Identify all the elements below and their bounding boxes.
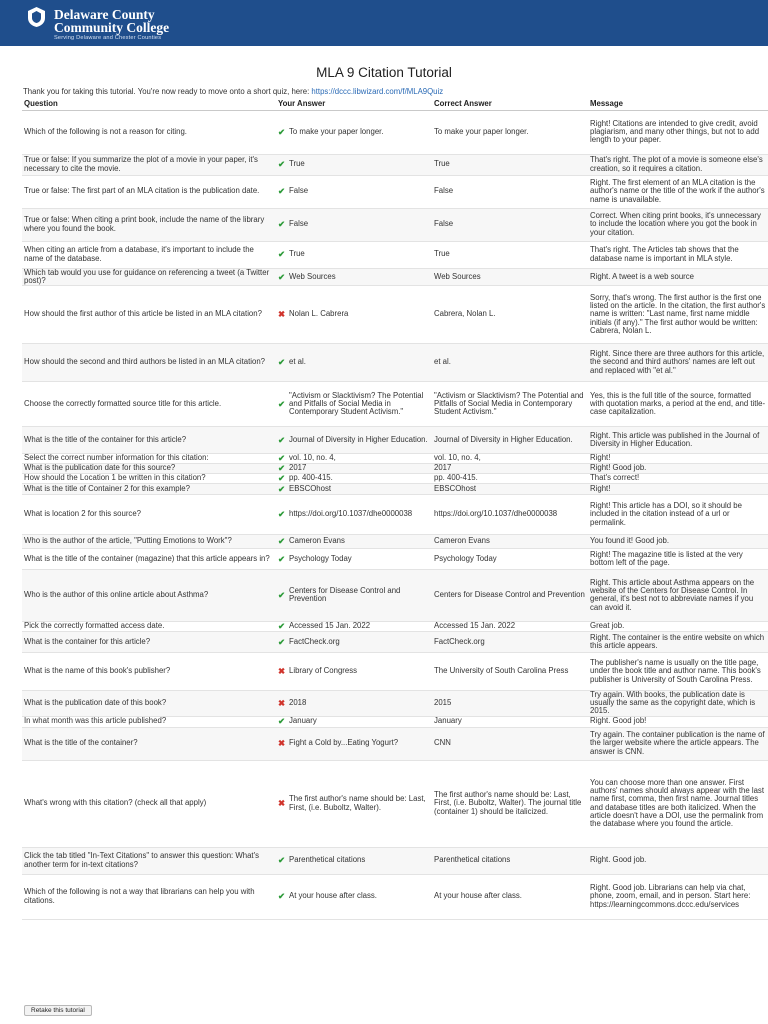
answer-wrapper: [278, 454, 430, 462]
table-row: [22, 652, 768, 690]
your-answer-cell: [276, 208, 432, 241]
intro-message: Thank you for taking this tutorial. You're now ready to move onto a short quiz, here:: [23, 87, 312, 96]
results-table: [22, 99, 768, 920]
message-cell: Right. The container is the entire website on which this article appears.: [588, 631, 768, 652]
check-icon: ✔: [278, 473, 286, 484]
correct-answer-cell: Cameron Evans: [432, 534, 588, 548]
your-answer-text: Psychology Today: [289, 553, 352, 563]
your-answer-text: True: [289, 249, 305, 259]
your-answer-cell: [276, 285, 432, 343]
check-icon: ✔: [278, 463, 286, 474]
table-row: [22, 453, 768, 463]
table-row: [22, 241, 768, 268]
your-answer-text: Centers for Disease Control and Prevention: [289, 586, 401, 604]
table-row: [22, 548, 768, 569]
check-icon: ✔: [278, 553, 286, 564]
your-answer-cell: [276, 473, 432, 483]
your-answer-text: January: [289, 716, 317, 726]
question-cell: What is the title of the container for this article?: [22, 426, 276, 453]
correct-answer-cell: Journal of Diversity in Higher Education.: [432, 426, 588, 453]
your-answer-cell: [276, 534, 432, 548]
question-cell: What is the title of the container?: [22, 727, 276, 760]
your-answer-cell: [276, 727, 432, 760]
site-header: [0, 0, 768, 46]
table-row: [22, 208, 768, 241]
check-icon: ✔: [278, 509, 286, 520]
correct-answer-cell: January: [432, 716, 588, 727]
correct-answer-cell: True: [432, 241, 588, 268]
message-cell: Right. This article about Asthma appears on the website of the Centers for Disease Control. In general, it's best not to abbreviate names if you can avoid it.: [588, 569, 768, 621]
college-name-line-1: Delaware County: [54, 7, 155, 22]
answer-wrapper: [278, 310, 430, 318]
question-cell: Who is the author of the article, "Putting Emotions to Work"?: [22, 534, 276, 548]
correct-answer-cell: False: [432, 208, 588, 241]
your-answer-cell: [276, 268, 432, 285]
correct-answer-cell: To make your paper longer.: [432, 110, 588, 154]
x-icon: ✖: [278, 798, 286, 809]
answer-wrapper: [278, 555, 430, 563]
check-icon: ✔: [278, 126, 286, 137]
table-row: [22, 760, 768, 847]
question-cell: Which tab would you use for guidance on referencing a tweet (a Twitter post)?: [22, 268, 276, 285]
answer-wrapper: [278, 273, 430, 281]
college-name-line-2: Community College: [54, 20, 170, 35]
question-cell: How should the Location 1 be written in this citation?: [22, 473, 276, 483]
answer-wrapper: [278, 717, 430, 725]
question-cell: Choose the correctly formatted source title for this article.: [22, 381, 276, 426]
answer-wrapper: [278, 485, 430, 493]
correct-answer-cell: CNN: [432, 727, 588, 760]
table-row: [22, 690, 768, 716]
table-row: [22, 463, 768, 473]
check-icon: ✔: [278, 159, 286, 170]
your-answer-cell: [276, 483, 432, 494]
your-answer-cell: [276, 426, 432, 453]
table-row: [22, 473, 768, 483]
answer-wrapper: [278, 537, 430, 545]
answer-wrapper: [278, 699, 430, 707]
correct-answer-cell: pp. 400-415.: [432, 473, 588, 483]
your-answer-text: https://doi.org/10.1037/dhe0000038: [289, 509, 413, 519]
question-cell: True or false: The first part of an MLA citation is the publication date.: [22, 175, 276, 208]
x-icon: ✖: [278, 666, 286, 677]
message-cell: Right! Citations are intended to give credit, avoid plagiarism, and many other things, but not to add length to your paper.: [588, 110, 768, 154]
answer-wrapper: [278, 187, 430, 195]
question-cell: What is the publication date of this book?: [22, 690, 276, 716]
your-answer-cell: [276, 652, 432, 690]
message-cell: Right. Good job.: [588, 847, 768, 874]
your-answer-cell: [276, 716, 432, 727]
table-row: [22, 847, 768, 874]
your-answer-text: 2017: [289, 463, 307, 473]
check-icon: ✔: [278, 434, 286, 445]
check-icon: ✔: [278, 271, 286, 282]
correct-answer-cell: The University of South Carolina Press: [432, 652, 588, 690]
x-icon: ✖: [278, 738, 286, 749]
your-answer-cell: [276, 569, 432, 621]
question-cell: True or false: When citing a print book, include the name of the library where you found the book.: [22, 208, 276, 241]
check-icon: ✔: [278, 590, 286, 601]
column-header-question: Question: [22, 99, 276, 110]
correct-answer-cell: vol. 10, no. 4,: [432, 453, 588, 463]
correct-answer-cell: Centers for Disease Control and Prevention: [432, 569, 588, 621]
message-cell: The publisher's name is usually on the title page, under the book title and author name. This book's publisher is University of South Carolina Press.: [588, 652, 768, 690]
message-cell: Right. A tweet is a web source: [588, 268, 768, 285]
question-cell: What is the publication date for this source?: [22, 463, 276, 473]
message-cell: Try again. With books, the publication date is usually the same as the copyright date, which is 2015.: [588, 690, 768, 716]
correct-answer-cell: At your house after class.: [432, 874, 588, 919]
your-answer-text: Web Sources: [289, 271, 336, 281]
your-answer-text: Library of Congress: [289, 666, 358, 676]
correct-answer-cell: True: [432, 154, 588, 175]
message-cell: Right! Good job.: [588, 463, 768, 473]
question-cell: How should the second and third authors be listed in an MLA citation?: [22, 343, 276, 381]
question-cell: What is location 2 for this source?: [22, 494, 276, 534]
message-cell: Correct. When citing print books, it's unnecessary to include the location where you got the book in your citation.: [588, 208, 768, 241]
check-icon: ✔: [278, 716, 286, 727]
question-cell: Who is the author of this online article about Asthma?: [22, 569, 276, 621]
your-answer-text: Parenthetical citations: [289, 855, 366, 865]
your-answer-text: Fight a Cold by...Eating Yogurt?: [289, 738, 399, 748]
table-row: [22, 175, 768, 208]
table-row: [22, 110, 768, 154]
table-row: [22, 716, 768, 727]
page-title: MLA 9 Citation Tutorial: [316, 65, 452, 80]
table-row: [22, 621, 768, 631]
question-cell: What is the title of Container 2 for this example?: [22, 483, 276, 494]
message-cell: That's right. The Articles tab shows that the database name is important in MLA style.: [588, 241, 768, 268]
question-cell: How should the first author of this article be listed in an MLA citation?: [22, 285, 276, 343]
question-cell: When citing an article from a database, it's important to include the name of the database.: [22, 241, 276, 268]
check-icon: ✔: [278, 891, 286, 902]
check-icon: ✔: [278, 186, 286, 197]
message-cell: You found it! Good job.: [588, 534, 768, 548]
answer-wrapper: [278, 220, 430, 228]
correct-answer-cell: Parenthetical citations: [432, 847, 588, 874]
question-cell: Which of the following is not a way that librarians can help you with citations.: [22, 874, 276, 919]
message-cell: Right. The first element of an MLA citation is the author's name or the title of the work if the author's name is unavailable.: [588, 175, 768, 208]
your-answer-cell: [276, 494, 432, 534]
your-answer-cell: [276, 874, 432, 919]
your-answer-cell: [276, 343, 432, 381]
correct-answer-cell: The first author's name should be: Last, First, (i.e. Buboltz, Walter). The journal title (container 1) should be italicized.: [432, 760, 588, 847]
answer-wrapper: [278, 436, 430, 444]
your-answer-text: Accessed 15 Jan. 2022: [289, 621, 371, 631]
your-answer-cell: [276, 847, 432, 874]
answer-wrapper: [278, 739, 430, 747]
answer-wrapper: [278, 622, 430, 630]
table-row: [22, 534, 768, 548]
correct-answer-cell: https://doi.org/10.1037/dhe0000038: [432, 494, 588, 534]
check-icon: ✔: [278, 453, 286, 464]
question-cell: What's wrong with this citation? (check all that apply): [22, 760, 276, 847]
check-icon: ✔: [278, 398, 286, 409]
your-answer-text: To make your paper longer.: [289, 126, 384, 136]
your-answer-text: True: [289, 159, 305, 169]
your-answer-text: Nolan L. Cabrera: [289, 309, 349, 319]
answer-wrapper: [278, 587, 430, 603]
message-cell: Great job.: [588, 621, 768, 631]
message-cell: Right. Since there are three authors for this article, the second and third authors' names are left out and replaced with "et al.": [588, 343, 768, 381]
your-answer-text: FactCheck.org: [289, 636, 340, 646]
question-cell: What is the title of the container (magazine) that this article appears in?: [22, 548, 276, 569]
your-answer-cell: [276, 381, 432, 426]
correct-answer-cell: 2015: [432, 690, 588, 716]
table-row: [22, 268, 768, 285]
your-answer-text: False: [289, 186, 309, 196]
retake-tutorial-button[interactable]: Retake this tutorial: [24, 1005, 92, 1016]
answer-wrapper: [278, 474, 430, 482]
your-answer-cell: [276, 690, 432, 716]
correct-answer-cell: Cabrera, Nolan L.: [432, 285, 588, 343]
your-answer-cell: [276, 621, 432, 631]
table-row: [22, 874, 768, 919]
message-cell: Right! The magazine title is listed at the very bottom left of the page.: [588, 548, 768, 569]
intro-text: [23, 87, 443, 96]
message-cell: Right. Good job. Librarians can help via chat, phone, zoom, email, and in person. Start here: https://learningcommons.dccc.edu/services: [588, 874, 768, 919]
message-cell: That's correct!: [588, 473, 768, 483]
college-name[interactable]: [54, 8, 169, 34]
correct-answer-cell: EBSCOhost: [432, 483, 588, 494]
correct-answer-cell: 2017: [432, 463, 588, 473]
table-row: [22, 154, 768, 175]
table-row: [22, 343, 768, 381]
your-answer-cell: [276, 760, 432, 847]
check-icon: ✔: [278, 855, 286, 866]
answer-wrapper: [278, 160, 430, 168]
answer-wrapper: [278, 128, 430, 136]
table-row: [22, 569, 768, 621]
your-answer-cell: [276, 110, 432, 154]
your-answer-cell: [276, 241, 432, 268]
your-answer-text: "Activism or Slacktivism? The Potential and Pitfalls of Social Media in Contemporary Student Activism.": [289, 390, 424, 416]
message-cell: Right!: [588, 453, 768, 463]
your-answer-text: vol. 10, no. 4,: [289, 453, 336, 463]
question-cell: Pick the correctly formatted access date.: [22, 621, 276, 631]
message-cell: Right!: [588, 483, 768, 494]
correct-answer-cell: Web Sources: [432, 268, 588, 285]
your-answer-cell: [276, 453, 432, 463]
question-cell: Click the tab titled "In-Text Citations" to answer this question: What's another term for in-text citations?: [22, 847, 276, 874]
check-icon: ✔: [278, 636, 286, 647]
your-answer-text: At your house after class.: [289, 891, 377, 901]
your-answer-cell: [276, 548, 432, 569]
question-cell: True or false: If you summarize the plot of a movie in your paper, it's necessary to cite the movie.: [22, 154, 276, 175]
college-logo-icon: [28, 7, 45, 27]
message-cell: Right. Good job!: [588, 716, 768, 727]
correct-answer-cell: False: [432, 175, 588, 208]
message-cell: You can choose more than one answer. First authors' names should always appear with the last name first, comma, then first name. Journal titles and database titles are both italicized. When the article doesn't have a DOI, use the permalink from the database where you found the article.: [588, 760, 768, 847]
your-answer-text: The first author's name should be: Last, First, (i.e. Buboltz, Walter).: [289, 794, 426, 812]
check-icon: ✔: [278, 483, 286, 494]
your-answer-text: Cameron Evans: [289, 536, 345, 546]
answer-wrapper: [278, 510, 430, 518]
your-answer-cell: [276, 631, 432, 652]
message-cell: That's right. The plot of a movie is someone else's creation, so it requires a citation.: [588, 154, 768, 175]
your-answer-text: et al.: [289, 357, 306, 367]
message-cell: Sorry, that's wrong. The first author is the first one listed on the article. In the citation, the first author's name is written: "Last name, first name middle initials (if any)." The first author would be written: Cabrera, Nolan L.: [588, 285, 768, 343]
correct-answer-cell: Accessed 15 Jan. 2022: [432, 621, 588, 631]
question-cell: Which of the following is not a reason for citing.: [22, 110, 276, 154]
correct-answer-cell: et al.: [432, 343, 588, 381]
column-header-message: Message: [588, 99, 768, 110]
correct-answer-cell: Psychology Today: [432, 548, 588, 569]
your-answer-cell: [276, 463, 432, 473]
quiz-link[interactable]: https://dccc.libwizard.com/f/MLA9Quiz: [311, 87, 444, 96]
x-icon: ✖: [278, 309, 286, 320]
table-row: [22, 381, 768, 426]
answer-wrapper: [278, 795, 430, 811]
table-row: [22, 426, 768, 453]
message-cell: Right. This article was published in the Journal of Diversity in Higher Education.: [588, 426, 768, 453]
column-header-correct-answer: Correct Answer: [432, 99, 588, 110]
answer-wrapper: [278, 250, 430, 258]
correct-answer-cell: "Activism or Slacktivism? The Potential and Pitfalls of Social Media in Contemporary Student Activism.": [432, 381, 588, 426]
message-cell: Right! This article has a DOI, so it should be included in the citation instead of a url or permalink.: [588, 494, 768, 534]
check-icon: ✔: [278, 536, 286, 547]
table-row: [22, 483, 768, 494]
correct-answer-cell: FactCheck.org: [432, 631, 588, 652]
x-icon: ✖: [278, 698, 286, 709]
college-tagline: Serving Delaware and Chester Counties: [54, 35, 162, 41]
question-cell: Select the correct number information for this citation:: [22, 453, 276, 463]
answer-wrapper: [278, 392, 430, 417]
answer-wrapper: [278, 358, 430, 366]
table-header-row: [22, 99, 768, 110]
question-cell: In what month was this article published?: [22, 716, 276, 727]
your-answer-text: EBSCOhost: [289, 483, 332, 493]
table-row: [22, 494, 768, 534]
your-answer-text: Journal of Diversity in Higher Education.: [289, 434, 428, 444]
answer-wrapper: [278, 667, 430, 675]
check-icon: ✔: [278, 357, 286, 368]
question-cell: What is the container for this article?: [22, 631, 276, 652]
your-answer-cell: [276, 175, 432, 208]
question-cell: What is the name of this book's publisher?: [22, 652, 276, 690]
answer-wrapper: [278, 638, 430, 646]
your-answer-cell: [276, 154, 432, 175]
check-icon: ✔: [278, 249, 286, 260]
answer-wrapper: [278, 856, 430, 864]
table-row: [22, 631, 768, 652]
message-cell: Yes, this is the full title of the source, formatted with quotation marks, a period at the end, and title-case capitalization.: [588, 381, 768, 426]
your-answer-text: pp. 400-415.: [289, 473, 333, 483]
answer-wrapper: [278, 892, 430, 900]
answer-wrapper: [278, 464, 430, 472]
your-answer-text: 2018: [289, 698, 307, 708]
your-answer-text: False: [289, 219, 309, 229]
column-header-your-answer: Your Answer: [276, 99, 432, 110]
check-icon: ✔: [278, 219, 286, 230]
table-row: [22, 285, 768, 343]
message-cell: Try again. The container publication is the name of the larger website where the article appears. The answer is CNN.: [588, 727, 768, 760]
check-icon: ✔: [278, 621, 286, 632]
table-row: [22, 727, 768, 760]
